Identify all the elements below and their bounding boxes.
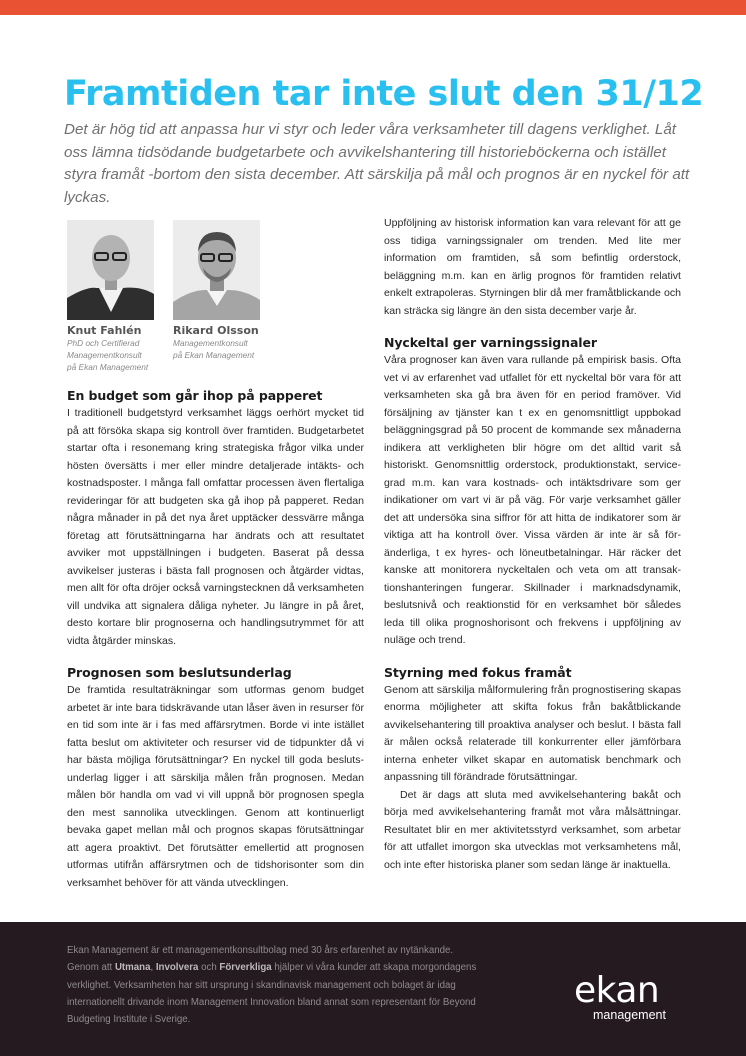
ekan-logo [574,970,666,1022]
author-name: Knut Fahlén [67,324,142,337]
company-description [67,942,487,1028]
section-paragraph: Våra prognoser kan även vara rullande på empirisk basis. Ofta vet vi av erfarenhet vad utfallet för ett nyckeltal bör vara för att verksamheten ska gå bra även för en period framöver. Vid försäljning av tjänster kan t ex en genomsnittligt uppbokad beläggningsgrad på 50 procent de kommande sex månaderna indikera att verkligheten blir högre om det alltid varit så historiskt. Genomsnittlig orderstock, produktionstakt, servicegrad m.m. kan vara kostnads- och intäktsdrivare som ger indikationer om vart vi är på väg. För varje verksamhet gäller det att undersöka sina siffror för att hitta de indikatorer som är viktiga att ha kontroll över. Vissa värden är inte är så föränderliga, t ex hyres- och löneutbetalningar. Här räcker det kanske att monitorera nyckeltalen och veta om att transaktionshanteringen fungerar. Skillnader i marknadsdynamik, beslutsnivå och reaktionstid för en verksamhet bör således leda till olika prognoshorisont och frekvens i uppföljning av nuläge och trend. [384,354,681,646]
author-role-line: på Ekan Management [67,362,149,372]
author-role-line: på Ekan Management [173,350,255,360]
footer-keyword: Utmana [114,962,151,974]
section-heading: Nyckeltal ger varningssignaler [384,335,597,350]
portrait-icon [67,220,154,320]
footer-text-segment: hjälper vi våra kunder att skapa morgondagens verklighet. Verksamheten har sitt ursprung i skandinavisk management och bolaget är idag internationellt drivande inom Management Innovation bland annat som representant för Beyond Budgeting Institute i Sverige. [67,962,477,1026]
section-paragraph: Uppföljning av historisk information kan vara relevant för att ge oss tidiga varningssignaler om trenden. Med lite mer information om framtiden, så som befintlig orderstock, beläggning m.m. kan en ärlig prognos för framtiden relativt enkelt extrapoleras. Styrningen blir då mer framåtblickande och kan sträcka sig längre än den sista december varje år. [384,217,681,317]
top-accent-bar [0,0,746,15]
author-photo [173,220,260,320]
section-heading: Prognosen som beslutsunderlag [67,665,292,680]
footer-keyword: Involvera [155,962,199,974]
footer [0,922,746,1056]
author-photo [67,220,154,320]
portrait-icon [173,220,260,320]
article-lead: Det är hög tid att anpassa hur vi styr och leder våra verksamheter till dagens verklighet. Låt oss lämna tidsödande budgetarbete och avvikelshantering till historieböckerna och istället styra framåt -bortom den sista december. Att särskilja på mål och prognos är en nyckel för att lyckas. [64,121,690,206]
author-card [67,220,154,373]
logo-subtitle: management [593,1008,666,1022]
author-list [67,220,260,373]
section-heading: Styrning med fokus framåt [384,664,572,680]
section-heading: En budget som går ihop på papperet [67,388,323,403]
section-paragraph: Genom att särskilja målformulering från prognostisering skapas enorma möjligheter att skifta fokus från bakåtblickande avvikelsehantering till proaktiva analyser och beslut. I bästa fall är målen också relaterade till konkurrenter eller jämförbara interna enheter vilket skapar en automatisk benchmark och anpassning till förändrade förutsättningar. [384,683,681,783]
footer-text-segment: , [150,962,156,974]
right-column [384,215,681,874]
author-role-line: PhD och Certifierad [67,338,140,348]
author-role-line: Managementkonsult [173,338,248,348]
footer-text-segment: Ekan Management är ett managementkonsultbolag med 30 års erfarenhet av nytänkande. Genom att [67,945,454,974]
author-card [173,220,260,373]
section-paragraph: De framtida resultaträkningar som utformas genom budget arbetet är inte bara tidskrävande utan låser även in resurser för en tid som inte är i fas med affärsrytmen. Borde vi inte istället fatta beslut om aktiviteter och resurser vid de tidpunkter då vi har bästa möjliga förutsättningar? En nyckel till goda beslutsunderlag ligger i att särskilja målen från prognosen. Medan målen bör handla om vad vi vill uppnå bör prognosen spegla den mest sannolika utvecklingen. Genom att kontinuerligt bevaka gapet mellan mål och prognos skapas förutsättningar att agera proaktivt. Det förutsätter emellertid att prognosen utformas utifrån affärsrytmen och de tidshorisonter som din verksamhet behöver för att vända utvecklingen. [67,684,364,889]
article-title: Framtiden tar inte slut den 31/12 [64,74,704,114]
footer-keyword: Förverkliga [219,962,272,974]
logo-wordmark: ekan [574,970,660,1011]
author-name: Rikard Olsson [173,324,259,337]
section-paragraph: I traditionell budgetstyrd verksamhet läggs oerhört mycket tid på att försöka skapa sig kontroll över framtiden. Budgetarbetet startar ofta i resonemang kring strategiska frågor vilka under hösten översätts i mer eller mindre detaljerade intäkts- och kostnadsposter. I många fall omfattar processen även flertaliga revideringar för att budgeten ska gå ihop på papperet. Redan några månader in på det nya året upptäcker dessvärre många företag att förutsättningarna har ändrats och att resultatet avviker mot uppställningen i budgeten. Baserat på dessa avvikelser justeras i bästa fall prognosen och åtgärder vidtas, men allt för ofta dröjer också varningstecknen då verksamheten vill undvika att signalera dåliga nyheter. Ju längre in på året, desto kortare blir prognoserna och handlingsutrymmet för att vidta åtgärder minskas. [67,407,364,647]
section-paragraph: Det är dags att sluta med avvikelsehantering bakåt och börja med avvikelsehantering framåt mot våra målsättningar. Resultatet blir en mer aktivitetsstyrd verksamhet, som arbetar för att utfallet imorgon ska utvecklas mot verksamhetens mål, och inte efter historiska planer som sedan länge är inaktuella. [384,788,681,871]
author-role-line: Managementkonsult [67,350,142,360]
footer-text-segment: och [198,962,220,974]
left-column [67,387,364,892]
